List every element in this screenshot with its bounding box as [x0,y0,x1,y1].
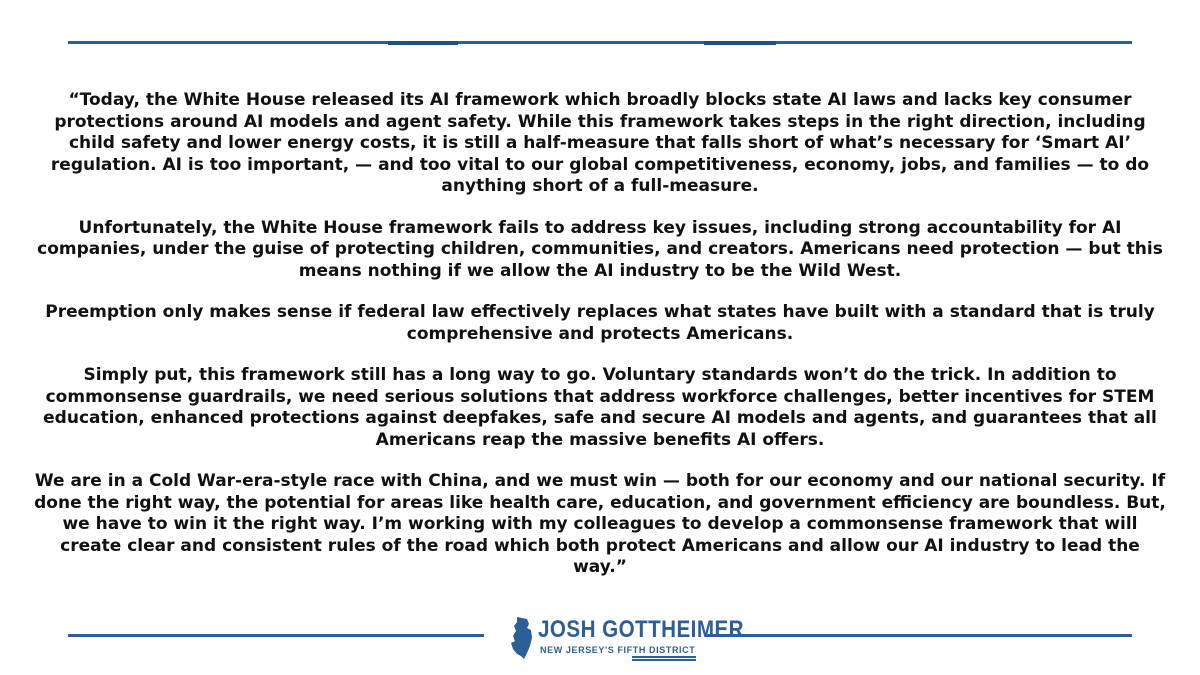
logo-stripe [632,656,696,658]
statement-paragraph-2: Unfortunately, the White House framework fails to address key issues, including strong accountability for AI companies, under the guise of protecting children, communities, and creators. Americans need protection — but this means nothing if we allow the AI industry to be the Wild West. [37,217,1163,281]
logo-stripe [632,659,696,661]
footer [68,612,1132,662]
footer-divider-right [706,634,1132,637]
gottheimer-logo [510,614,744,662]
new-jersey-state-icon [510,616,534,660]
top-divider-accent [388,41,458,45]
statement-paragraph-4: Simply put, this framework still has a long way to go. Voluntary standards won’t do the trick. In addition to commonsense guardrails, we need serious solutions that address workforce challenges, better incentives for STEM education, enhanced protections against deepfakes, safe and secure AI models and agents, and guarantees that all Americans reap the massive benefits AI offers. [43,365,1157,450]
press-statement [34,90,1166,599]
top-divider [68,41,1132,44]
statement-paragraph-1: “Today, the White House released its AI framework which broadly blocks state AI laws and lacks key consumer protections around AI models and agent safety. While this framework takes steps in the right direction, including child safety and lower energy costs, it is still a half-measure that falls short of what’s necessary for ‘Smart AI’ regulation. AI is too important, — and too vital to our global competitiveness, economy, jobs, and families — to do anything short of a full-measure. [50,90,1150,196]
statement-paragraph-3: Preemption only makes sense if federal law effectively replaces what states have built with a standard that is truly comprehensive and protects Americans. [45,302,1155,344]
footer-divider-left [68,634,484,637]
logo-district: NEW JERSEY'S FIFTH DISTRICT [540,645,696,655]
statement-paragraph-5: We are in a Cold War-era-style race with China, and we must win — both for our economy and our national security. If done the right way, the potential for areas like health care, education, and government efficiency are boundless. But, we have to win it the right way. I’m working with my colleagues to develop a commonsense framework that will create clear and consistent rules of the road which both protect Americans and allow our AI industry to lead the way.” [34,471,1166,577]
logo-name: JOSH GOTTHEIMER [538,616,744,643]
top-divider-accent [704,41,776,45]
